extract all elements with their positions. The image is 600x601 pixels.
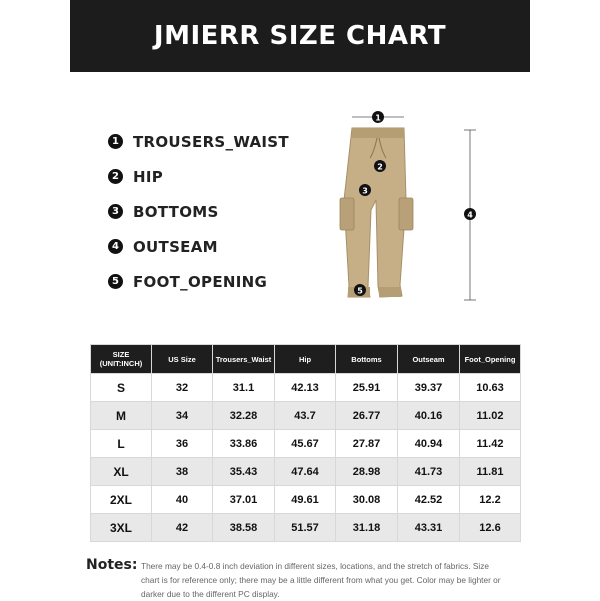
table-cell: 31.18 (336, 514, 398, 542)
table-row (91, 430, 521, 458)
table-cell: 42.13 (275, 374, 336, 402)
table-cell: 10.63 (460, 374, 521, 402)
table-cell: 12.6 (460, 514, 521, 542)
table-cell: 28.98 (336, 458, 398, 486)
table-cell: 51.57 (275, 514, 336, 542)
table-cell: 38 (152, 458, 213, 486)
marker-1-icon (372, 111, 384, 123)
svg-text:4: 4 (467, 210, 473, 220)
table-cell: 49.61 (275, 486, 336, 514)
number-5-icon: 5 (108, 274, 123, 289)
header-outseam: Outseam (398, 345, 460, 374)
page-title: JMIERR SIZE CHART (153, 21, 447, 51)
table-cell: 41.73 (398, 458, 460, 486)
table-cell: 34 (152, 402, 213, 430)
table-cell: 40.94 (398, 430, 460, 458)
table-row (91, 402, 521, 430)
table-cell: 12.2 (460, 486, 521, 514)
table-cell: 32.28 (213, 402, 275, 430)
table-row (91, 374, 521, 402)
table-cell: M (91, 402, 152, 430)
table-cell: S (91, 374, 152, 402)
table-cell: 35.43 (213, 458, 275, 486)
marker-2-icon (374, 160, 386, 172)
svg-text:3: 3 (362, 186, 368, 196)
table-cell: 38.58 (213, 514, 275, 542)
header-trousers-waist: Trousers_Waist (213, 345, 275, 374)
size-table (90, 344, 521, 542)
legend-item-hip (108, 159, 289, 194)
measurement-legend (108, 124, 289, 299)
table-cell: 26.77 (336, 402, 398, 430)
table-cell: 3XL (91, 514, 152, 542)
marker-4-icon (464, 208, 476, 220)
cargo-pants-icon (330, 100, 490, 310)
legend-label: OUTSEAM (133, 237, 218, 256)
marker-5-icon (354, 284, 366, 296)
right-cuff (379, 287, 401, 297)
header-hip: Hip (275, 345, 336, 374)
header-size: SIZE (UNIT:INCH) (91, 345, 152, 374)
header-us-size: US Size (152, 345, 213, 374)
table-cell: 40.16 (398, 402, 460, 430)
table-cell: 39.37 (398, 374, 460, 402)
table-cell: 42 (152, 514, 213, 542)
table-cell: 11.42 (460, 430, 521, 458)
pants-diagram (330, 100, 490, 310)
table-cell: 33.86 (213, 430, 275, 458)
number-2-icon: 2 (108, 169, 123, 184)
legend-label: TROUSERS_WAIST (133, 132, 289, 151)
table-cell: 31.1 (213, 374, 275, 402)
legend-item-foot-opening (108, 264, 289, 299)
table-row (91, 458, 521, 486)
marker-3-icon (359, 184, 371, 196)
number-3-icon: 3 (108, 204, 123, 219)
table-cell: 40 (152, 486, 213, 514)
left-cargo-pocket (340, 198, 354, 230)
table-row (91, 514, 521, 542)
table-cell: 36 (152, 430, 213, 458)
number-4-icon: 4 (108, 239, 123, 254)
table-cell: 27.87 (336, 430, 398, 458)
svg-text:1: 1 (375, 113, 381, 123)
table-cell: L (91, 430, 152, 458)
table-cell: 2XL (91, 486, 152, 514)
header-foot-opening: Foot_Opening (460, 345, 521, 374)
table-row (91, 486, 521, 514)
table-cell: 30.08 (336, 486, 398, 514)
table-cell: 42.52 (398, 486, 460, 514)
legend-label: BOTTOMS (133, 202, 219, 221)
table-header-row (91, 345, 521, 374)
table-cell: XL (91, 458, 152, 486)
table-cell: 37.01 (213, 486, 275, 514)
svg-text:2: 2 (377, 162, 383, 172)
notes-text: There may be 0.4-0.8 inch deviation in different sizes, locations, and the stretch of fabrics. Size chart is for reference only; there may be a little different from what you get. Color may be lighter or darker due to the different PC display. (141, 561, 501, 599)
table-cell: 11.81 (460, 458, 521, 486)
number-1-icon: 1 (108, 134, 123, 149)
legend-item-bottoms (108, 194, 289, 229)
table-cell: 11.02 (460, 402, 521, 430)
title-banner (70, 0, 530, 72)
legend-item-outseam (108, 229, 289, 264)
table-cell: 45.67 (275, 430, 336, 458)
right-cargo-pocket (399, 198, 413, 230)
header-bottoms: Bottoms (336, 345, 398, 374)
legend-label: HIP (133, 167, 164, 186)
notes-title: Notes: (86, 557, 138, 573)
waistband (352, 128, 404, 138)
table-cell: 47.64 (275, 458, 336, 486)
legend-label: FOOT_OPENING (133, 272, 268, 291)
table-cell: 43.7 (275, 402, 336, 430)
table-cell: 43.31 (398, 514, 460, 542)
table-cell: 32 (152, 374, 213, 402)
svg-text:5: 5 (357, 286, 363, 296)
legend-item-trousers-waist (108, 124, 289, 159)
table-cell: 25.91 (336, 374, 398, 402)
